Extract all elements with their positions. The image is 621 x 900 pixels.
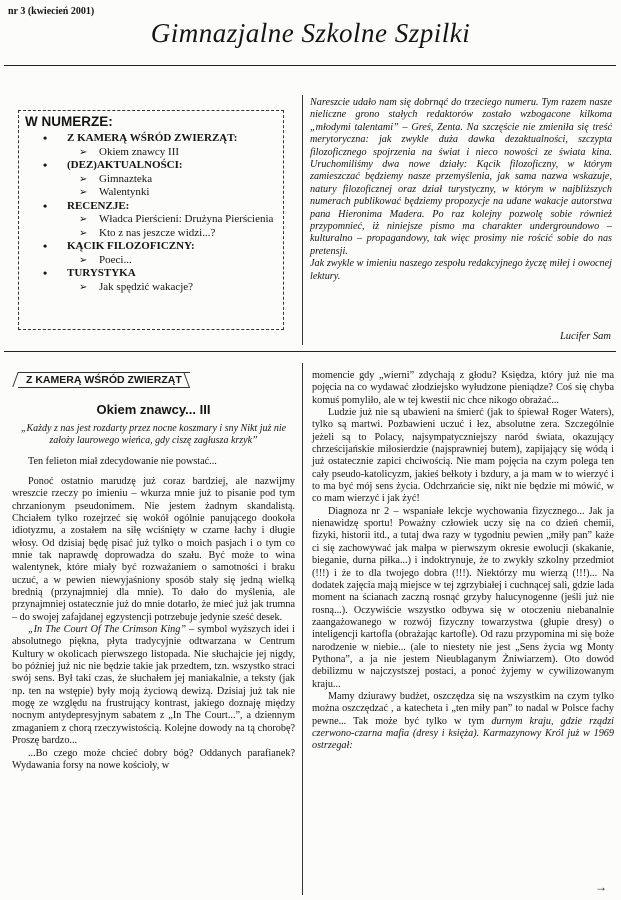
continue-arrow-icon: →: [595, 880, 607, 894]
editorial-text: [310, 97, 612, 283]
article-motto: „Każdy z nas jest rozdarty przez nocne koszmary i sny Nikt już nie założy laurowego wieńca, gdy ciszę zagłusza krzyk”: [20, 423, 287, 447]
toc-section-label: (DEZ)AKTUALNOŚCI:: [67, 159, 183, 171]
article-right-column: [312, 370, 614, 753]
toc-section-list: [25, 132, 277, 294]
section-label: Z KAMERĄ WŚRÓD ZWIERZĄT: [18, 372, 190, 388]
toc-section-label: KĄCIK FILOZOFICZNY:: [67, 240, 195, 252]
toc-item: ➢ Władca Pierścieni: Drużyna Pierścienia: [79, 213, 277, 227]
article-paragraph: Diagnoza nr 2 – wspaniałe lekcje wychowania fizycznego... Jak ja nienawidzę sportu! Poważny człowiek uczy się na co dzień chemii, fizyki, historii itd., a tutaj dwa razy w tygodniu pewien „miły pan” każe ci się zachowywać jak małpa w pierwszym okresie ewolucji (skakanie, bieganie, durna piłka...) i indoktrynuje, że to zwykły szkolny przedmiot (!!!) i że to dla twojego dobra (!!!). Niektórzy mu wierzą (!!!)... Na dodatek zajęcia mają miejsce w tej zgrzybiałej i cuchnącej sali, gdzie lada moment na ścianach zaczną rosnąć grzyby halucynogenne (jeśli już nie rosną...). Oczywiście wszystko odbywa się w otoczeniu niebanalnie zaangażowanego w rozwój fizyczny towarzystwa (głupie dresy) o inteligencji kartofla (obrażając kartofle). Od razu przypomina mi się boże narodzenie w niebie... (ale to niestety nie jest „Sens życia wg Monty Pythona”, a ja nie jestem Nieublaganym Żniwiarzem). Oto dowód debilizmu w najczystszej postaci, a ponoć żyjemy w cywilizowanym kraju...: [312, 505, 614, 690]
issue-number: nr 3 (kwiecień 2001): [8, 6, 95, 17]
toc-section: [25, 240, 277, 267]
article-paragraph: ...Bo czego może chcieć dobry bóg? Oddanych parafianek? Wydawania forsy na nowe kościoły, w: [12, 747, 295, 771]
column-divider: [302, 95, 303, 345]
article-paragraph: momencie gdy „wierni” zdychają z głodu? Księdza, który już nie ma pojęcia na co wydawać złodziejsko wyłudzone pieniądze? Coś się chyba komuś pomyliło, ale w tej kwestii nic chce nikogo obrażać...: [312, 370, 614, 406]
article-paragraph: Ludzie już nie są ubawieni na śmierć (jak to śpiewał Roger Waters), tylko są martwi. Pozbawieni uczuć i łez, absolutne zera. Szczególnie jeżeli są to Polacy, najsympatyczniejszy naród świata, okazujący chrześcijańskie miłosierdzie (najsprawniej butem), zapijający się wódą i już ostatecznie zapici chciwością. Nie mam pojęcia na czym polega ten cały pseudo-katolicyzm, jakieś bełkoty i bzdury, a ja mam w to wierzyć i to ma być mój sens życia. Odchrzańcie się, nikt nie będzie mi mówić, w co mam wierzyć i jak żyć!: [312, 407, 614, 505]
table-of-contents: [18, 110, 284, 330]
article-paragraph: Mamy dziurawy budżet, oszczędza się na wszystkim na czym tylko można oszczędzać , a katecheta i „ten miły pan” to nadal w Polsce fachy pewne... Tak może być tylko w tym durnym kraju, gdzie rządzi czerwono-czarna mafia (dresy i księża). Karmazynowy Król już w 1969 ostrzegał:: [312, 690, 614, 752]
article-paragraph: Ten felieton miał zdecydowanie nie powstać...: [28, 455, 217, 467]
toc-item: ➢ Poeci...: [79, 254, 277, 268]
article-paragraph: Ponoć ostatnio marudzę już coraz bardziej, ale nazwijmy wreszcie rzeczy po imieniu – wkurza mnie już to pisanie pod tym chrzanionym pseudonimem. Nie jestem żadnym skandalistą. Chciałem tylko rozejrzeć się wokół ogólnie panującego dookoła idiotyzmu, a zostałem na siłę wciśnięty w czarne łachy i długie włosy. Od dzisiaj będę pisać już tylko o moich pasjach i o tym co mnie tak naprawdę doprowadza do szału. Być może to wina walentynek, które miały być rozważaniem o samotności i braku uczuć, a w pewien niewyjaśniony sposób stały się jedną wielką brednią (przynajmniej dla mnie). To dało do myślenia, ale przynajmniej ostatecznie już do mnie dotarło, że mieć już jak trumna – do swojej zafajdanej egzystencji potrzebuje jedynie sześć desek.: [12, 475, 295, 623]
toc-section-label: RECENZJE:: [67, 199, 130, 212]
editorial-paragraph: Nareszcie udało nam się dobrnąć do trzeciego numeru. Tym razem nasze nieliczne grono stałych redaktorów zostało wzbogacone kilkoma „młodymi talentami” – Greś, Zenta. Na szczęście nie zmieniła się treść merytoryczna: jak zwykle duża dawka dezaktualności, szczypta filozoficznego spojrzenia na świat i nieco nowości ze świata kina. Uruchomiliśmy dwa nowe działy: Kącik filozoficzny, w którym zamieszczać będziemy nasze przemyślenia, jak sama nazwa wskazuje, natury filozoficznej oraz dział turystyczny, w którym w najbliższych numerach publikować będziemy propozycje na udane wakacje autorstwa pana Hieronima Madera. Po raz kolejny pozwolę sobie również przypomnieć, iż niniejsze pismo ma charakter undergroundowo – kulturalno – propagandowy, tak więc prosimy nie rościć sobie do nas pretensji.: [310, 97, 612, 257]
editorial-paragraph: Jak zwykle w imieniu naszego zespołu redakcyjnego życzę miłej i owocnej lektury.: [310, 258, 612, 282]
article-left-column: [12, 402, 295, 772]
article-paragraph: „In The Court Of The Crimson King” – symbol wyższych idei i absolutnego piękna, płyta tradycyjnie odtwarzana w Centrum Kultury w okolicach pierwszego listopada. Nie słuchajcie jej nigdy, bo później już nic nie będzie takie jak przedtem, tzn. wszystko straci swój sens. Był taki czas, że słuchałem jej maniakalnie, a teksty (jak np. ten na wstępie) były moją życiową dewizą. Dzisiaj już tak nie mogę ze względu na frustrujący kontrast, jakiego doznaję między nocnym antydepresyjnym sabatem z „In The Court...”, a dziennym zmaganiem z chorą rzeczywistością. Kolejne dowody na tą chorobę? Proszę bardzo...: [12, 624, 295, 747]
toc-item: ➢ Walentynki: [79, 186, 277, 200]
toc-item: ➢ Okiem znawcy III: [79, 146, 277, 160]
masthead-title: Gimnazjalne Szkolne Szpilki: [150, 18, 471, 48]
editorial-signature: Lucifer Sam: [559, 331, 611, 342]
album-title: „In The Court Of The Crimson King”: [28, 624, 186, 636]
toc-section-label: Z KAMERĄ WŚRÓD ZWIERZĄT:: [67, 132, 238, 144]
header-rule: [4, 65, 616, 66]
section-rule: [4, 351, 616, 352]
column-divider: [302, 363, 303, 895]
toc-title: W NUMERZE:: [25, 114, 113, 129]
toc-item: ➢ Jak spędzić wakacje?: [79, 281, 277, 295]
toc-section-label: TURYSTYKA: [67, 267, 136, 279]
toc-item: ➢ Gimnazteka: [79, 173, 277, 187]
toc-section: [25, 267, 277, 294]
toc-section: [25, 159, 277, 200]
toc-item: ➢ Kto z nas jeszcze widzi...?: [79, 227, 277, 241]
article-title: Okiem znawcy... III: [96, 402, 211, 417]
toc-section: [25, 200, 277, 241]
toc-section: [25, 132, 277, 159]
